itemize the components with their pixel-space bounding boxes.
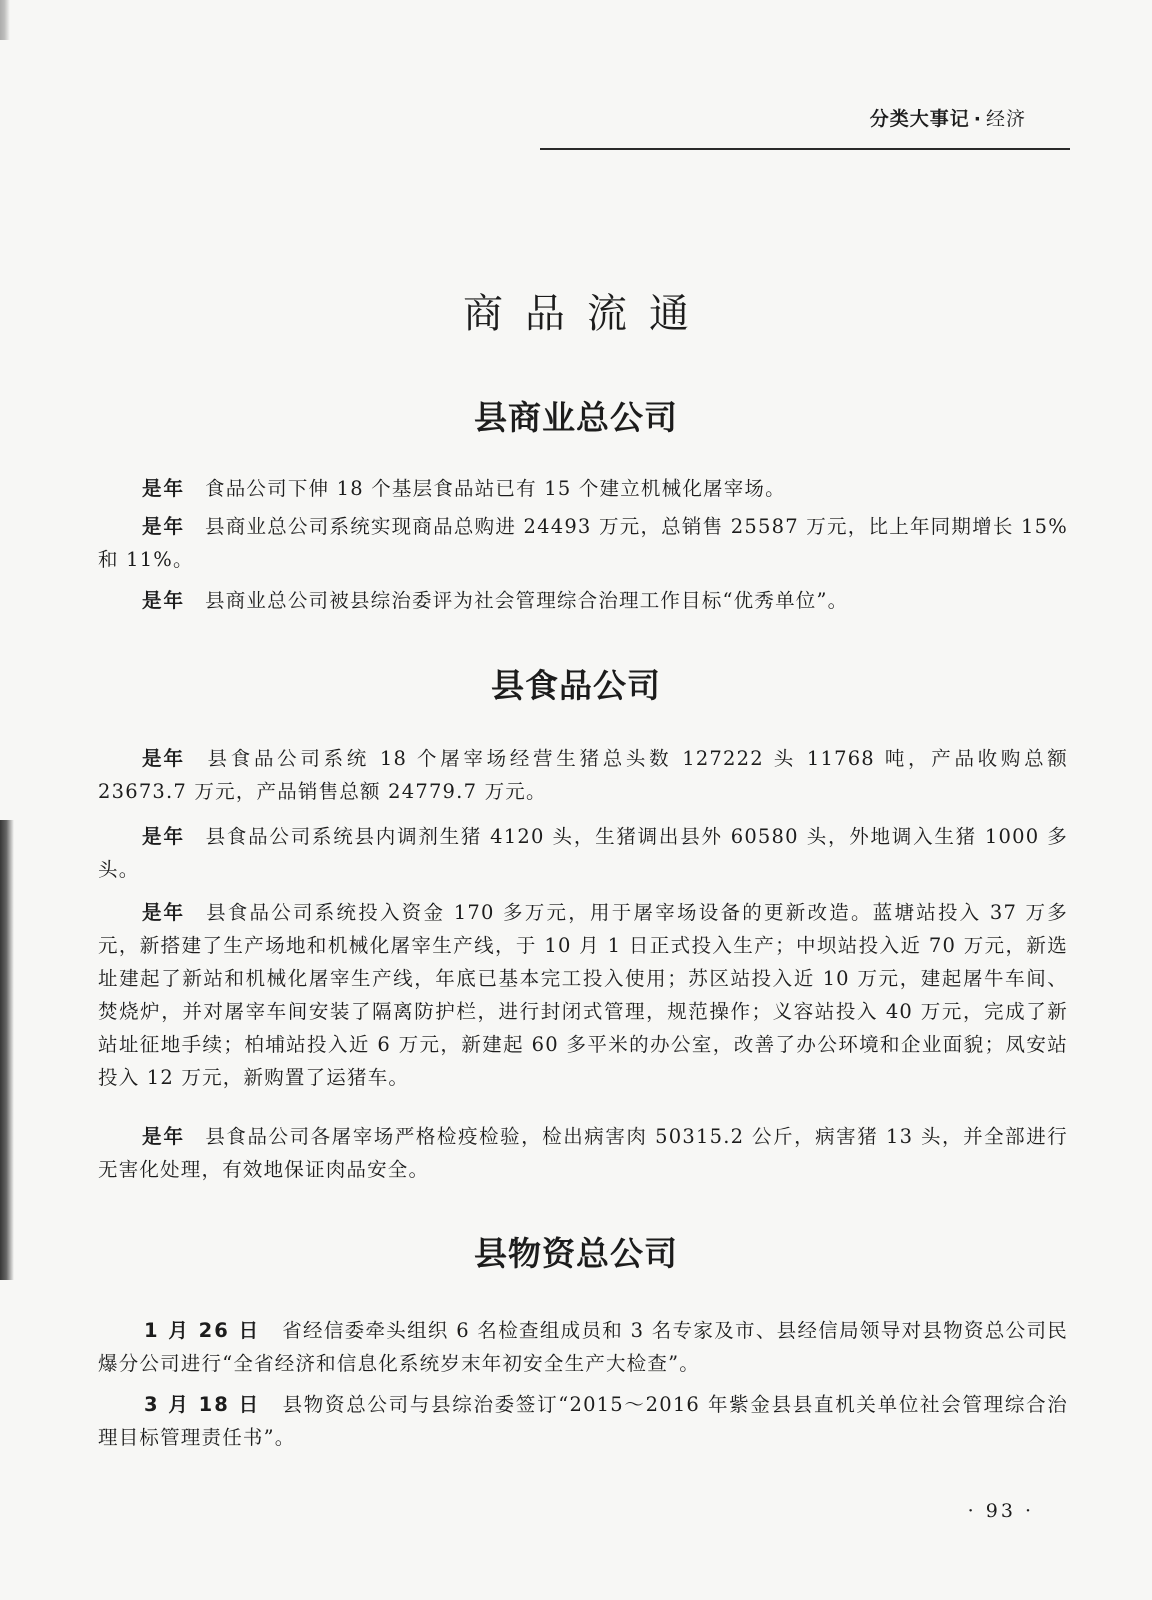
entry-text: 县商业总公司被县综治委评为社会管理综合治理工作目标“优秀单位”。 bbox=[205, 589, 849, 612]
entry bbox=[98, 896, 1068, 1094]
entry bbox=[98, 472, 1068, 505]
entry-date: 3 月 18 日 bbox=[144, 1393, 261, 1416]
entry bbox=[98, 1314, 1068, 1380]
entry bbox=[98, 1388, 1068, 1454]
entry-tag: 是年 bbox=[142, 477, 186, 500]
entry bbox=[98, 584, 1068, 617]
scan-edge-shadow bbox=[0, 820, 14, 1280]
running-header-subsection: 经济 bbox=[985, 108, 1026, 130]
entry-tag: 是年 bbox=[142, 589, 186, 612]
running-header bbox=[870, 104, 1026, 131]
scan-edge-shadow bbox=[0, 0, 10, 40]
entry-text: 食品公司下伸 18 个基层食品站已有 15 个建立机械化屠宰场。 bbox=[205, 477, 786, 500]
entry bbox=[98, 820, 1068, 886]
running-header-section: 分类大事记 bbox=[869, 108, 970, 130]
entry-text: 县物资总公司与县综治委签订“2015～2016 年紫金县县直机关单位社会管理综合治理目标管理责任书”。 bbox=[98, 1393, 1068, 1449]
entry-tag: 是年 bbox=[142, 747, 186, 770]
entry-tag: 是年 bbox=[142, 1125, 186, 1148]
header-rule bbox=[540, 148, 1070, 150]
running-header-separator: · bbox=[973, 108, 982, 130]
section-title: 县商业总公司 bbox=[474, 398, 678, 437]
entry-tag: 是年 bbox=[142, 515, 186, 538]
entry-tag: 是年 bbox=[142, 901, 186, 924]
entry-text: 县食品公司各屠宰场严格检疫检验，检出病害肉 50315.2 公斤，病害猪 13 头，并全部进行无害化处理，有效地保证肉品安全。 bbox=[98, 1125, 1068, 1181]
section-title: 县食品公司 bbox=[491, 666, 661, 705]
entry-text: 省经信委牵头组织 6 名检查组成员和 3 名专家及市、县经信局领导对县物资总公司民爆分公司进行“全省经济和信息化系统岁末年初安全生产大检查”。 bbox=[98, 1319, 1068, 1375]
page-number: · 93 · bbox=[967, 1500, 1034, 1522]
entry-tag: 是年 bbox=[142, 825, 186, 848]
entry-date: 1 月 26 日 bbox=[144, 1319, 261, 1342]
entry-text: 县商业总公司系统实现商品总购进 24493 万元，总销售 25587 万元，比上年同期增长 15%和 11%。 bbox=[98, 515, 1068, 571]
entry-text: 县食品公司系统 18 个屠宰场经营生猪总头数 127222 头 11768 吨，产品收购总额 23673.7 万元，产品销售总额 24779.7 万元。 bbox=[98, 747, 1068, 803]
entry bbox=[98, 1120, 1068, 1186]
chapter-title: 商品流通 bbox=[463, 291, 711, 337]
entry-text: 县食品公司系统县内调剂生猪 4120 头，生猪调出县外 60580 头，外地调入生猪 1000 多头。 bbox=[98, 825, 1068, 881]
entry-text: 县食品公司系统投入资金 170 多万元，用于屠宰场设备的更新改造。蓝塘站投入 37 万多元，新搭建了生产场地和机械化屠宰生产线，于 10 月 1 日正式投入生产；中坝站投入近 70 万元，新选址建起了新站和机械化屠宰生产线，年底已基本完工投入使用；苏区站投入近 10 万元，建起屠牛车间、焚烧炉，并对屠宰车间安装了隔离防护栏，进行封闭式管理，规范操作；义容站投入 40 万元，完成了新站址征地手续；柏埔站投入近 6 万元，新建起 60 多平米的办公室，改善了办公环境和企业面貌；凤安站投入 12 万元，新购置了运猪车。 bbox=[98, 901, 1068, 1089]
section-title: 县物资总公司 bbox=[474, 1234, 678, 1273]
entry bbox=[98, 742, 1068, 808]
entry bbox=[98, 510, 1068, 576]
